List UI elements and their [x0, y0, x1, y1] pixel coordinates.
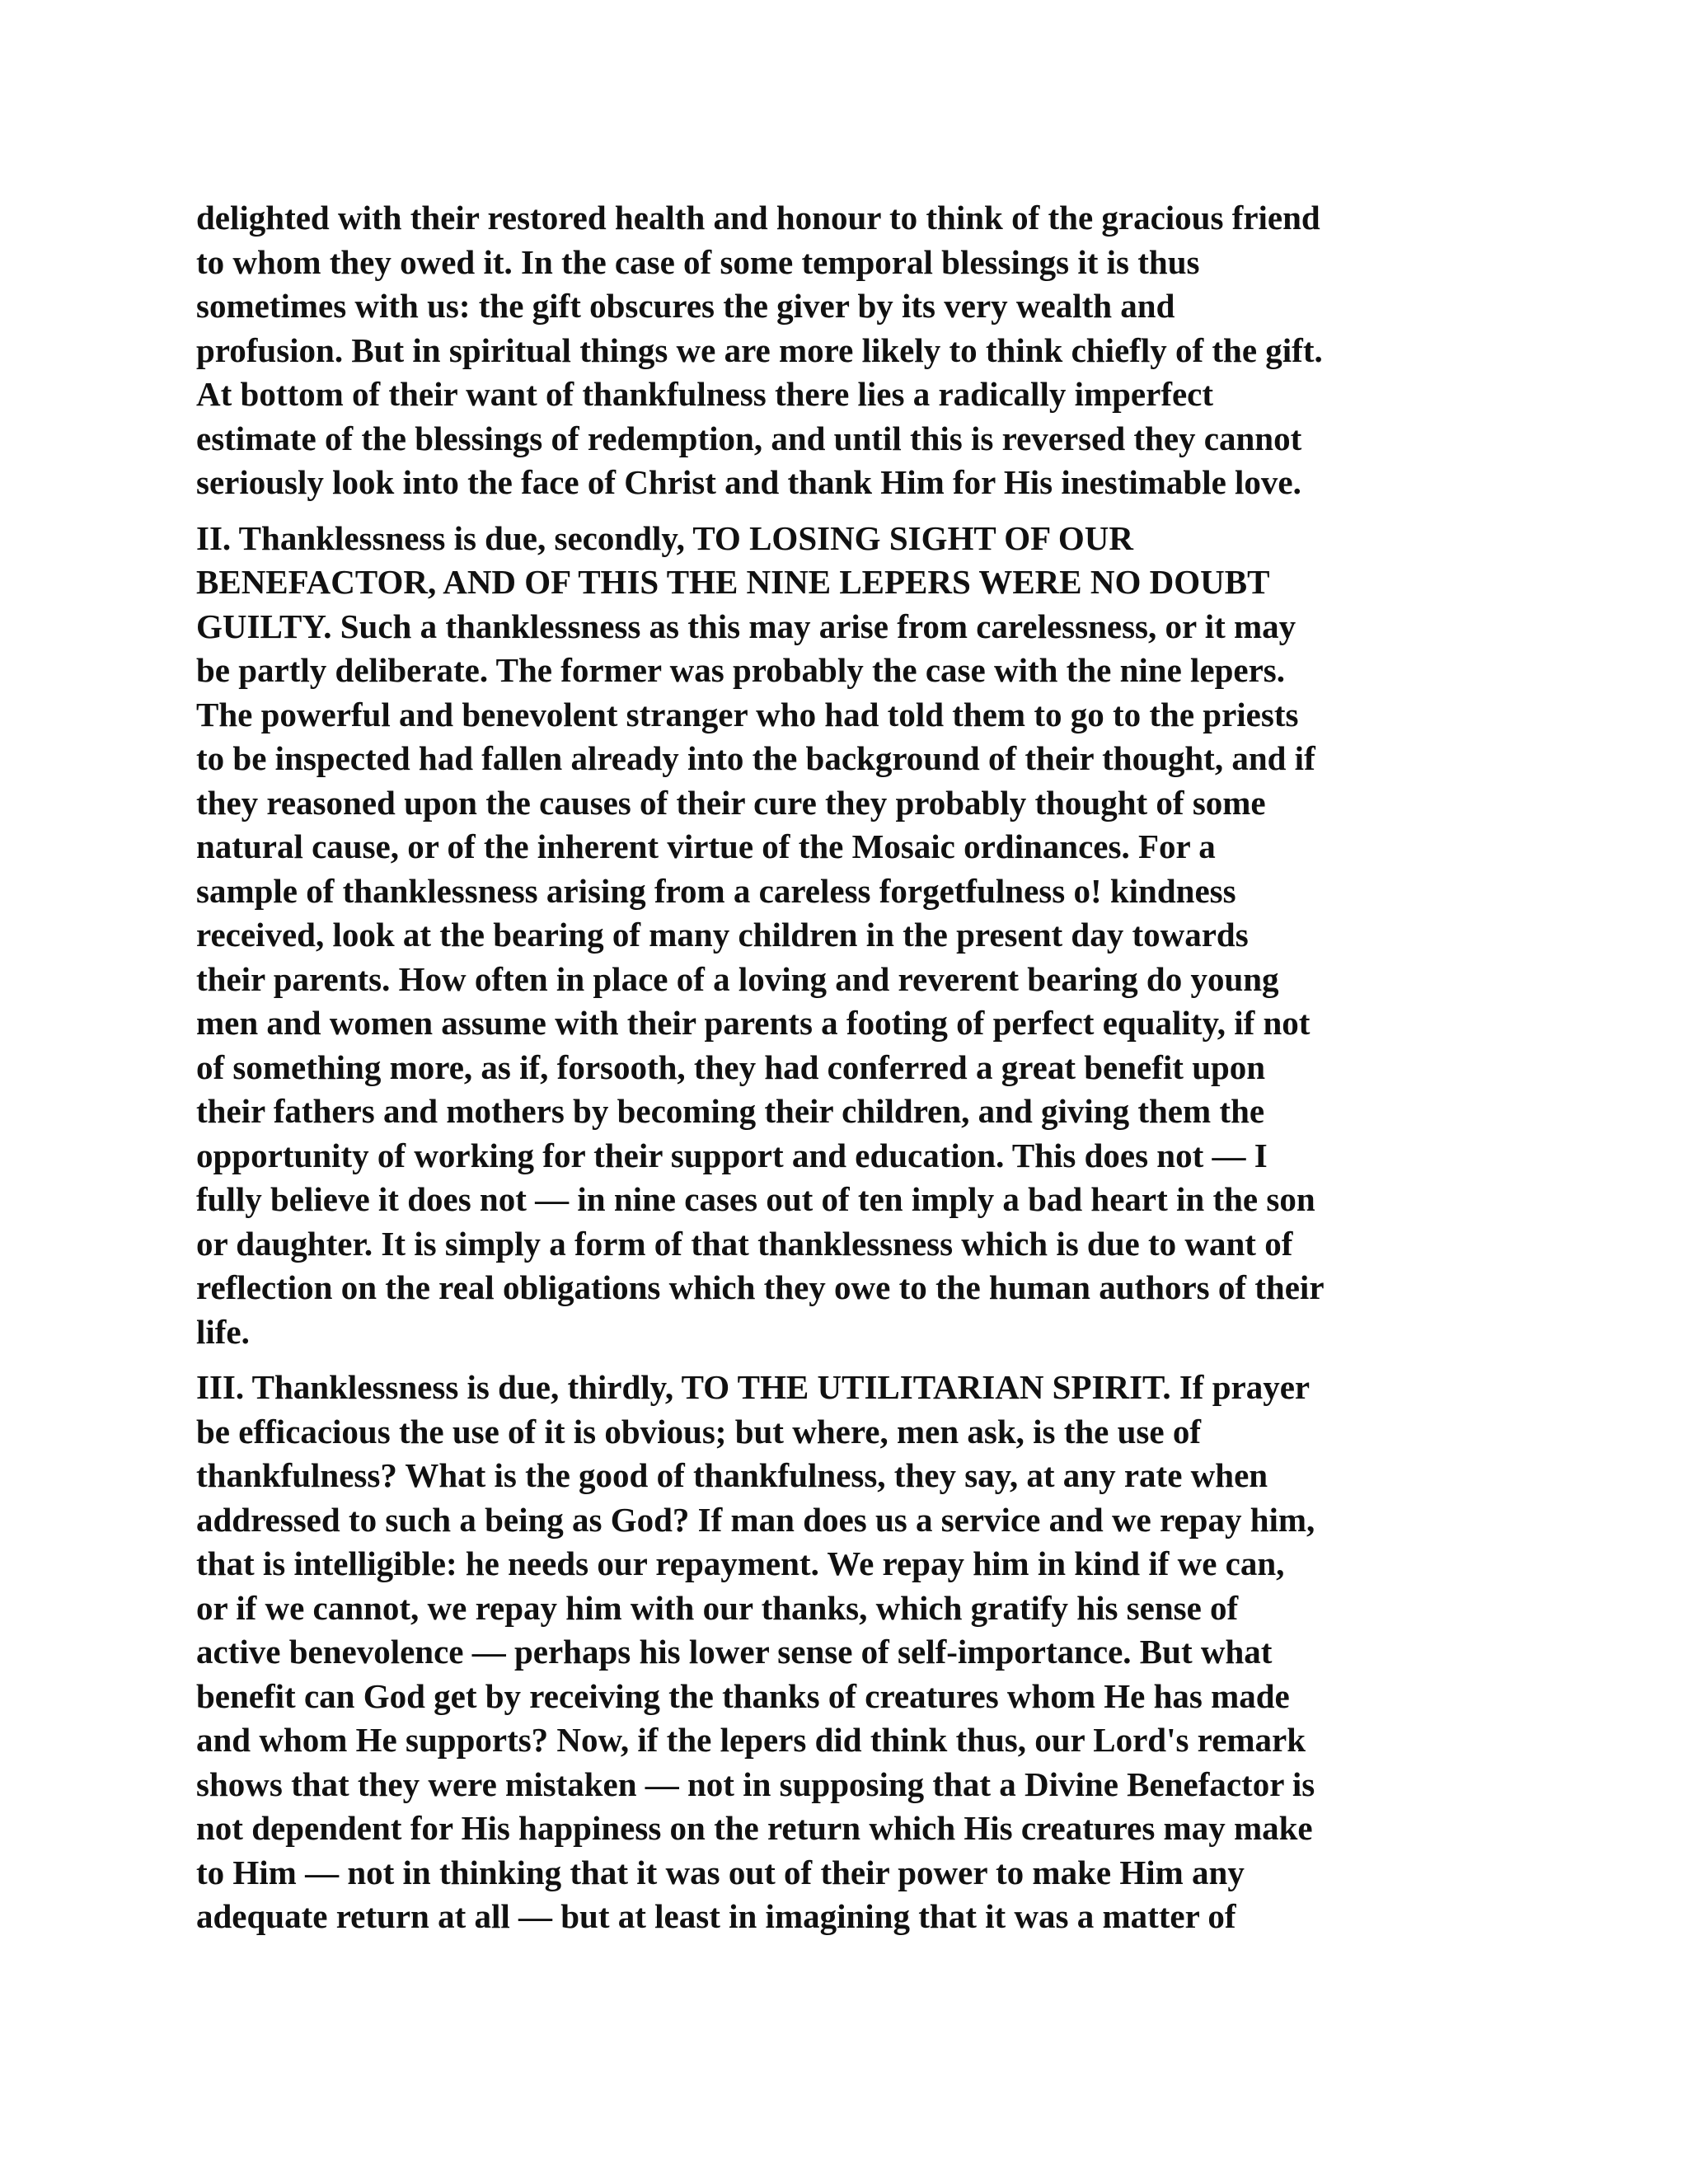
- text-line: or daughter. It is simply a form of that thanklessness which is due to want of: [196, 1224, 1293, 1263]
- text-line: At bottom of their want of thankfulness there lies a radically imperfect: [196, 375, 1214, 413]
- text-line: thankfulness? What is the good of thankfulness, they say, at any rate when: [196, 1456, 1268, 1494]
- text-line: life.: [196, 1312, 250, 1351]
- text-line: to Him — not in thinking that it was out of their power to make Him any: [196, 1853, 1245, 1891]
- text-line: they reasoned upon the causes of their cure they probably thought of some: [196, 783, 1266, 822]
- text-line: be partly deliberate. The former was probably the case with the nine lepers.: [196, 651, 1286, 689]
- text-line: received, look at the bearing of many children in the present day towards: [196, 916, 1249, 954]
- text-line: GUILTY. Such a thanklessness as this may arise from carelessness, or it may: [196, 607, 1296, 645]
- text-line: The powerful and benevolent stranger who had told them to go to the priests: [196, 695, 1299, 733]
- text-line: active benevolence — perhaps his lower sense of self-importance. But what: [196, 1633, 1273, 1671]
- text-line: reflection on the real obligations which they owe to the human authors of their: [196, 1268, 1325, 1306]
- paragraph-2: [196, 517, 1492, 1355]
- text-line: addressed to such a being as God? If man does us a service and we repay him,: [196, 1500, 1315, 1539]
- text-line: III. Thanklessness is due, thirdly, TO THE UTILITARIAN SPIRIT. If prayer: [196, 1368, 1311, 1406]
- paragraph-1: [196, 196, 1492, 505]
- text-line: delighted with their restored health and honour to think of the gracious friend: [196, 199, 1320, 237]
- text-line: shows that they were mistaken — not in supposing that a Divine Benefactor is: [196, 1765, 1315, 1803]
- text-line: profusion. But in spiritual things we are more likely to think chiefly of the gift.: [196, 330, 1323, 369]
- text-line: be efficacious the use of it is obvious; but where, men ask, is the use of: [196, 1412, 1201, 1451]
- text-line: estimate of the blessings of redemption, and until this is reversed they cannot: [196, 419, 1302, 457]
- text-line: sample of thanklessness arising from a careless forgetfulness o! kindness: [196, 871, 1236, 910]
- text-line: natural cause, or of the inherent virtue of the Mosaic ordinances. For a: [196, 827, 1216, 865]
- text-line: II. Thanklessness is due, secondly, TO LOSING SIGHT OF OUR: [196, 518, 1133, 557]
- text-line: BENEFACTOR, AND OF THIS THE NINE LEPERS WERE NO DOUBT: [196, 563, 1270, 601]
- text-line: to whom they owed it. In the case of some temporal blessings it is thus: [196, 242, 1200, 281]
- text-line: and whom He supports? Now, if the lepers did think thus, our Lord's remark: [196, 1721, 1306, 1759]
- document-page: [196, 196, 1492, 1951]
- text-line: to be inspected had fallen already into the background of their thought, and if: [196, 739, 1315, 777]
- text-line: seriously look into the face of Christ and thank Him for His inestimable love.: [196, 463, 1301, 501]
- paragraph-3: [196, 1366, 1492, 1939]
- text-line: benefit can God get by receiving the thanks of creatures whom He has made: [196, 1676, 1290, 1715]
- text-line: sometimes with us: the gift obscures the giver by its very wealth and: [196, 287, 1175, 325]
- text-line: fully believe it does not — in nine cases out of ten imply a bad heart in the son: [196, 1180, 1315, 1218]
- text-line: not dependent for His happiness on the return which His creatures may make: [196, 1809, 1313, 1847]
- text-line: their parents. How often in place of a loving and reverent bearing do young: [196, 959, 1279, 998]
- text-line: opportunity of working for their support and education. This does not — I: [196, 1136, 1268, 1174]
- text-line: that is intelligible: he needs our repayment. We repay him in kind if we can,: [196, 1544, 1285, 1582]
- text-line: their fathers and mothers by becoming their children, and giving them the: [196, 1092, 1265, 1130]
- text-line: or if we cannot, we repay him with our thanks, which gratify his sense of: [196, 1588, 1239, 1627]
- text-line: of something more, as if, forsooth, they had conferred a great benefit upon: [196, 1047, 1266, 1086]
- text-line: adequate return at all — but at least in imagining that it was a matter of: [196, 1897, 1236, 1935]
- text-line: men and women assume with their parents a footing of perfect equality, if not: [196, 1004, 1311, 1042]
